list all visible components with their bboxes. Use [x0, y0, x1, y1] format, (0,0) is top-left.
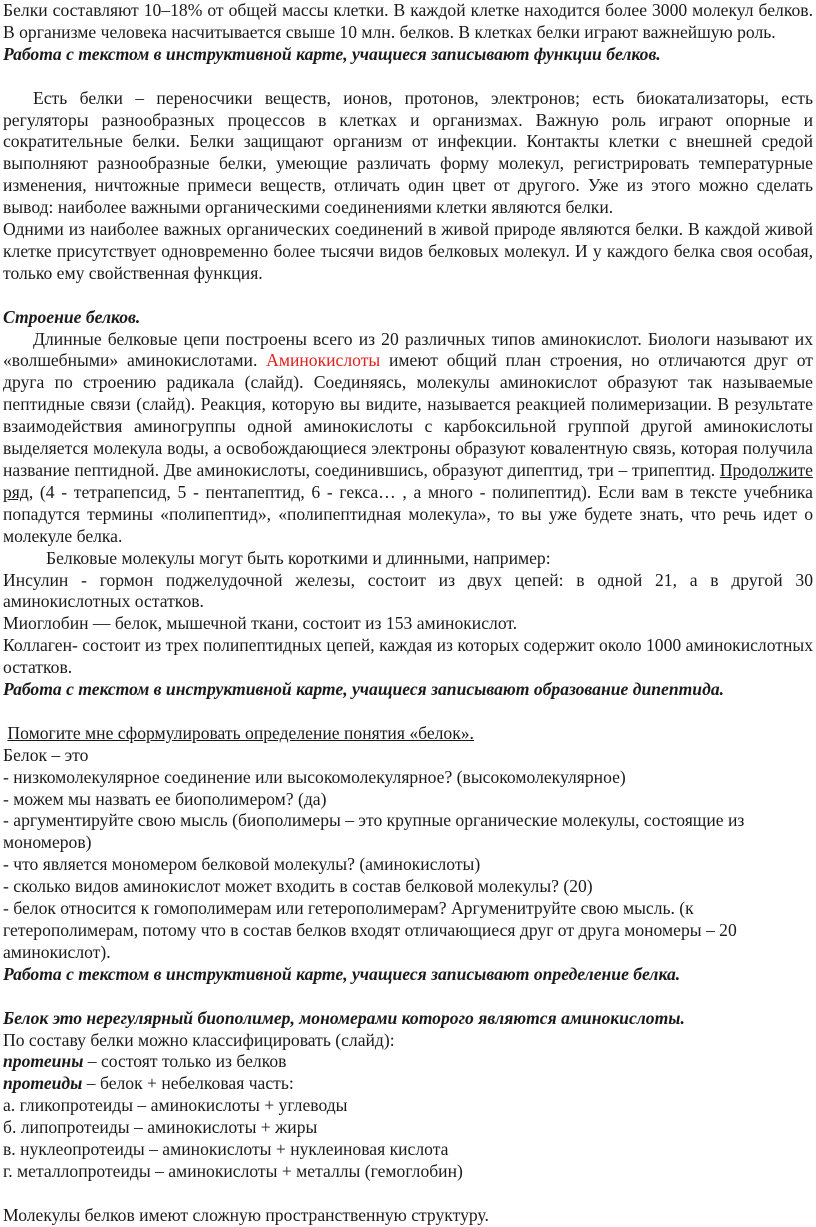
- example-collagen: Коллаген- состоит из трех полипептидных цепей, каждая из которых содержит около 1000 аминокислотных остатков.: [3, 635, 813, 678]
- task-functions: Работа с текстом в инструктивной карте, учащиеся записывают функции белков.: [3, 43, 661, 64]
- definition-prompt-text: Помогите мне сформулировать определение понятия «белок».: [7, 722, 474, 743]
- spacer: [3, 66, 813, 88]
- protein-is-label: Белок – это: [3, 744, 89, 765]
- subclass-item: г. металлопротеиды – аминокислоты + металлы (гемоглобин): [3, 1160, 463, 1181]
- spacer: [3, 285, 813, 307]
- task-definition: Работа с текстом в инструктивной карте, учащиеся записывают определение белка.: [3, 963, 681, 984]
- class-proteids: [3, 1073, 813, 1095]
- structure-text-1: Длинные белковые цепи построены всего из 20 различных типов аминокислот. Биологи называют их «волшебными» аминокислотами.: [3, 328, 813, 371]
- spacer: [3, 701, 813, 723]
- task-dipeptide: Работа с текстом в инструктивной карте, учащиеся записывают образование дипептида.: [3, 679, 725, 700]
- class-description: – состоят только из белков: [83, 1051, 287, 1072]
- question-item: - сколько видов аминокислот может входить в состав белковой молекулы? (20): [3, 876, 593, 897]
- intro-paragraph: Белки составляют 10–18% от общей массы клетки. В каждой клетке находится более 3000 молекул белков. В организме человека насчитывается свыше 10 млн. белков. В клетках белки играют важнейшую роль.: [3, 0, 813, 42]
- spacer: [3, 1183, 813, 1205]
- definition-prompt: [3, 723, 813, 745]
- question-item: - можем мы назвать ее биополимером? (да): [3, 788, 327, 809]
- example-insulin: Инсулин - гормон поджелудочной железы, состоит из двух цепей: в одной 21, а в другой 30 аминокислотных остатков.: [3, 569, 813, 612]
- structure-paragraph: [3, 329, 813, 548]
- subclass-item: в. нуклеопротеиды – аминокислоты + нуклеиновая кислота: [3, 1139, 449, 1160]
- spacer: [3, 986, 813, 1008]
- class-proteins: [3, 1051, 813, 1073]
- structure-heading: Строение белков.: [3, 306, 141, 327]
- continue-series-prompt: Продолжите ряд,: [3, 460, 813, 502]
- example-myoglobin: Миоглобин — белок, мышечной ткани, состоит из 153 аминокислот.: [3, 613, 518, 634]
- structure-text-3: (4 - тетрапепсид, 5 - пентапептид, 6 - гекса… , а много - полипептид). Если вам в тексте учебника попадутся термины «полипептид», «полипептидная молекула», то вы уже будете знать, что речь идет о молекуле белка.: [3, 481, 813, 546]
- subclass-item: а. гликопротеиды – аминокислоты + углеводы: [3, 1095, 348, 1116]
- structure-text-2: имеют общий план строения, но отличаются друг от друга по строению радикала (слайд). Соединяясь, молекулы аминокислот образуют так называемые пептидные связи (слайд). Реакция, которую вы видите, называется реакцией полимеризации. В результате взаимодействия аминогруппы одной аминокислоты с карбоксильной группой другой аминокислоты выделяется молекула воды, а освобождающиеся электроны образуют ковалентную связь, которая получила название пептидной. Две аминокислоты, соединившись, образуют дипептид, три – трипептид.: [3, 350, 813, 480]
- question-item: - аргументируйте свою мысль (биополимеры – это крупные органические молекулы, состоящие из мономеров): [3, 810, 745, 853]
- functions-paragraph: Есть белки – переносчики веществ, ионов, протонов, электронов; есть биокатализаторы, есть регуляторы разнообразных процессов в клетках и организмах. Важную роль играют опорные и сократительные белки. Белки защищают организм от инфекции. Контакты клетки с внешней средой выполняют разнообразные белки, умеющие различать форму молекул, регистрировать температурные изменения, ничтожные примеси веществ, отличать один цвет от другого. Уже из этого можно сделать вывод: наиболее важными органическими соединениями клетки являются белки.: [3, 87, 813, 218]
- class-description: – белок + небелковая часть:: [82, 1073, 294, 1094]
- amino-acids-highlight: Аминокислоты: [266, 350, 381, 371]
- question-item: - низкомолекулярное соединение или высокомолекулярное? (высокомолекулярное): [3, 766, 626, 787]
- question-item: - что является мономером белковой молекулы? (аминокислоты): [3, 854, 481, 875]
- class-term: протеины: [3, 1051, 84, 1072]
- importance-paragraph: Одними из наиболее важных органических соединений в живой природе являются белки. В каждой живой клетке присутствует одновременно более тысячи видов белковых молекул. И у каждого белка своя особая, только ему свойственная функция.: [3, 219, 813, 283]
- question-item: - белок относится к гомополимерам или гетерополимерам? Аргуменитруйте свою мысль. (к гетерополимерам, потому что в состав белков входят отличающиеся друг от друга мономеры – 20 аминокислот).: [3, 898, 737, 962]
- classification-intro: По составу белки можно классифицировать (слайд):: [3, 1029, 395, 1050]
- class-term: протеиды: [3, 1073, 83, 1094]
- protein-definition: Белок это нерегулярный биополимер, мономерами которого являются аминокислоты.: [3, 1007, 685, 1028]
- subclass-item: б. липопротеиды – аминокислоты + жиры: [3, 1117, 318, 1138]
- lengths-paragraph: Белковые молекулы могут быть короткими и длинными, например:: [46, 547, 551, 568]
- final-line: Молекулы белков имеют сложную пространственную структуру.: [3, 1204, 489, 1225]
